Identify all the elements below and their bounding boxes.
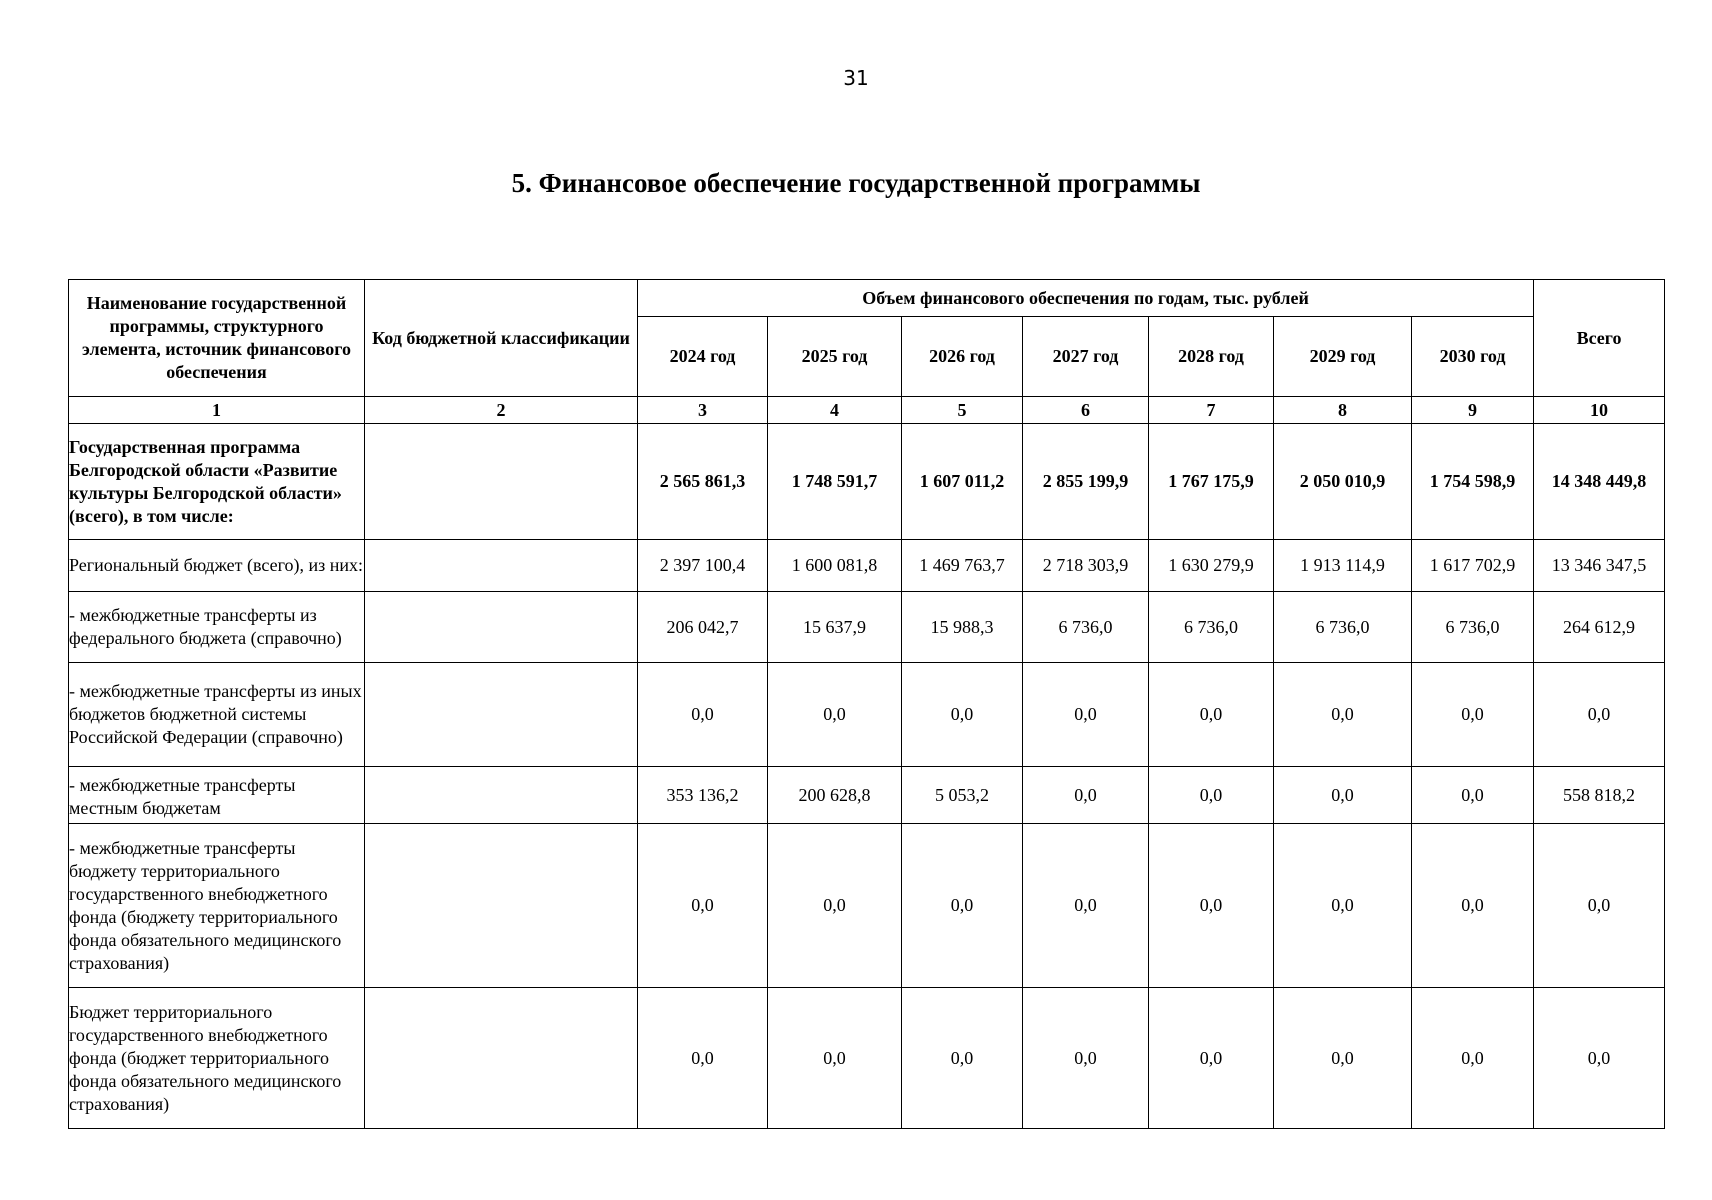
value-cell: 200 628,8 [768,767,902,824]
value-cell: 1 754 598,9 [1412,424,1534,540]
value-cell: 0,0 [638,663,768,767]
header-year: 2024 год [638,317,768,397]
header-year: 2028 год [1149,317,1274,397]
value-cell: 1 469 763,7 [902,540,1023,592]
total-cell: 14 348 449,8 [1534,424,1665,540]
table-row [69,824,1665,988]
value-cell: 1 630 279,9 [1149,540,1274,592]
value-cell: 0,0 [1274,767,1412,824]
value-cell: 2 397 100,4 [638,540,768,592]
value-cell: 1 617 702,9 [1412,540,1534,592]
value-cell: 0,0 [902,988,1023,1129]
value-cell: 15 637,9 [768,592,902,663]
header-total-column: Всего [1534,280,1665,397]
table-row [69,767,1665,824]
value-cell: 0,0 [1023,988,1149,1129]
header-year: 2025 год [768,317,902,397]
value-cell: 0,0 [902,663,1023,767]
table-row-program-total [69,424,1665,540]
value-cell: 0,0 [902,824,1023,988]
value-cell: 2 718 303,9 [1023,540,1149,592]
value-cell: 0,0 [768,663,902,767]
value-cell: 0,0 [1412,988,1534,1129]
header-year: 2030 год [1412,317,1534,397]
value-cell: 15 988,3 [902,592,1023,663]
total-cell: 0,0 [1534,824,1665,988]
table-row [69,988,1665,1129]
value-cell: 353 136,2 [638,767,768,824]
value-cell: 1 767 175,9 [1149,424,1274,540]
header-year: 2027 год [1023,317,1149,397]
value-cell: 2 050 010,9 [1274,424,1412,540]
value-cell: 6 736,0 [1274,592,1412,663]
value-cell: 0,0 [1149,824,1274,988]
table-row [69,663,1665,767]
row-code [365,424,638,540]
column-number: 3 [638,397,768,424]
table-row [69,540,1665,592]
value-cell: 0,0 [1023,824,1149,988]
table-row [69,592,1665,663]
value-cell: 0,0 [1149,663,1274,767]
value-cell: 6 736,0 [1149,592,1274,663]
value-cell: 1 748 591,7 [768,424,902,540]
total-cell: 558 818,2 [1534,767,1665,824]
column-number: 4 [768,397,902,424]
header-name-column: Наименование государственной программы, структурного элемента, источник финансового обеспечения [69,280,365,397]
header-code-column: Код бюджетной классификации [365,280,638,397]
row-code [365,767,638,824]
value-cell: 5 053,2 [902,767,1023,824]
column-number: 7 [1149,397,1274,424]
column-number-row [69,397,1665,424]
total-cell: 0,0 [1534,988,1665,1129]
section-title: 5. Финансовое обеспечение государственной программы [511,168,1201,198]
column-number: 10 [1534,397,1665,424]
column-number: 8 [1274,397,1412,424]
row-name: - межбюджетные трансферты из федерального бюджета (справочно) [69,592,365,663]
value-cell: 0,0 [1023,663,1149,767]
row-name: - межбюджетные трансферты бюджету территориального государственного внебюджетного фонда (бюджету территориального фонда обязательного медицинского страхования) [69,824,365,988]
row-code [365,592,638,663]
value-cell: 6 736,0 [1412,592,1534,663]
column-number: 5 [902,397,1023,424]
row-code [365,540,638,592]
value-cell: 0,0 [1274,988,1412,1129]
column-number: 9 [1412,397,1534,424]
value-cell: 206 042,7 [638,592,768,663]
value-cell: 0,0 [638,988,768,1129]
value-cell: 0,0 [768,988,902,1129]
value-cell: 0,0 [1412,824,1534,988]
header-year: 2026 год [902,317,1023,397]
value-cell: 0,0 [1412,767,1534,824]
page-number: 31 [843,66,869,90]
value-cell: 1 600 081,8 [768,540,902,592]
header-year: 2029 год [1274,317,1412,397]
value-cell: 0,0 [1023,767,1149,824]
column-number: 6 [1023,397,1149,424]
row-code [365,663,638,767]
value-cell: 0,0 [1412,663,1534,767]
row-name: Региональный бюджет (всего), из них: [69,540,365,592]
row-code [365,988,638,1129]
value-cell: 0,0 [1149,767,1274,824]
row-name: Государственная программа Белгородской области «Развитие культуры Белгородской области» (всего), в том числе: [69,424,365,540]
header-years-group: Объем финансового обеспечения по годам, тыс. рублей [638,280,1534,317]
row-name: Бюджет территориального государственного внебюджетного фонда (бюджет территориального фонда обязательного медицинского страхования) [69,988,365,1129]
value-cell: 0,0 [1274,824,1412,988]
value-cell: 2 565 861,3 [638,424,768,540]
financing-table [68,279,1665,1129]
total-cell: 264 612,9 [1534,592,1665,663]
row-name: - межбюджетные трансферты местным бюджетам [69,767,365,824]
row-name: - межбюджетные трансферты из иных бюджетов бюджетной системы Российской Федерации (справочно) [69,663,365,767]
value-cell: 0,0 [1149,988,1274,1129]
value-cell: 0,0 [638,824,768,988]
value-cell: 1 913 114,9 [1274,540,1412,592]
value-cell: 0,0 [1274,663,1412,767]
total-cell: 13 346 347,5 [1534,540,1665,592]
value-cell: 2 855 199,9 [1023,424,1149,540]
value-cell: 0,0 [768,824,902,988]
total-cell: 0,0 [1534,663,1665,767]
column-number: 1 [69,397,365,424]
value-cell: 6 736,0 [1023,592,1149,663]
value-cell: 1 607 011,2 [902,424,1023,540]
column-number: 2 [365,397,638,424]
row-code [365,824,638,988]
